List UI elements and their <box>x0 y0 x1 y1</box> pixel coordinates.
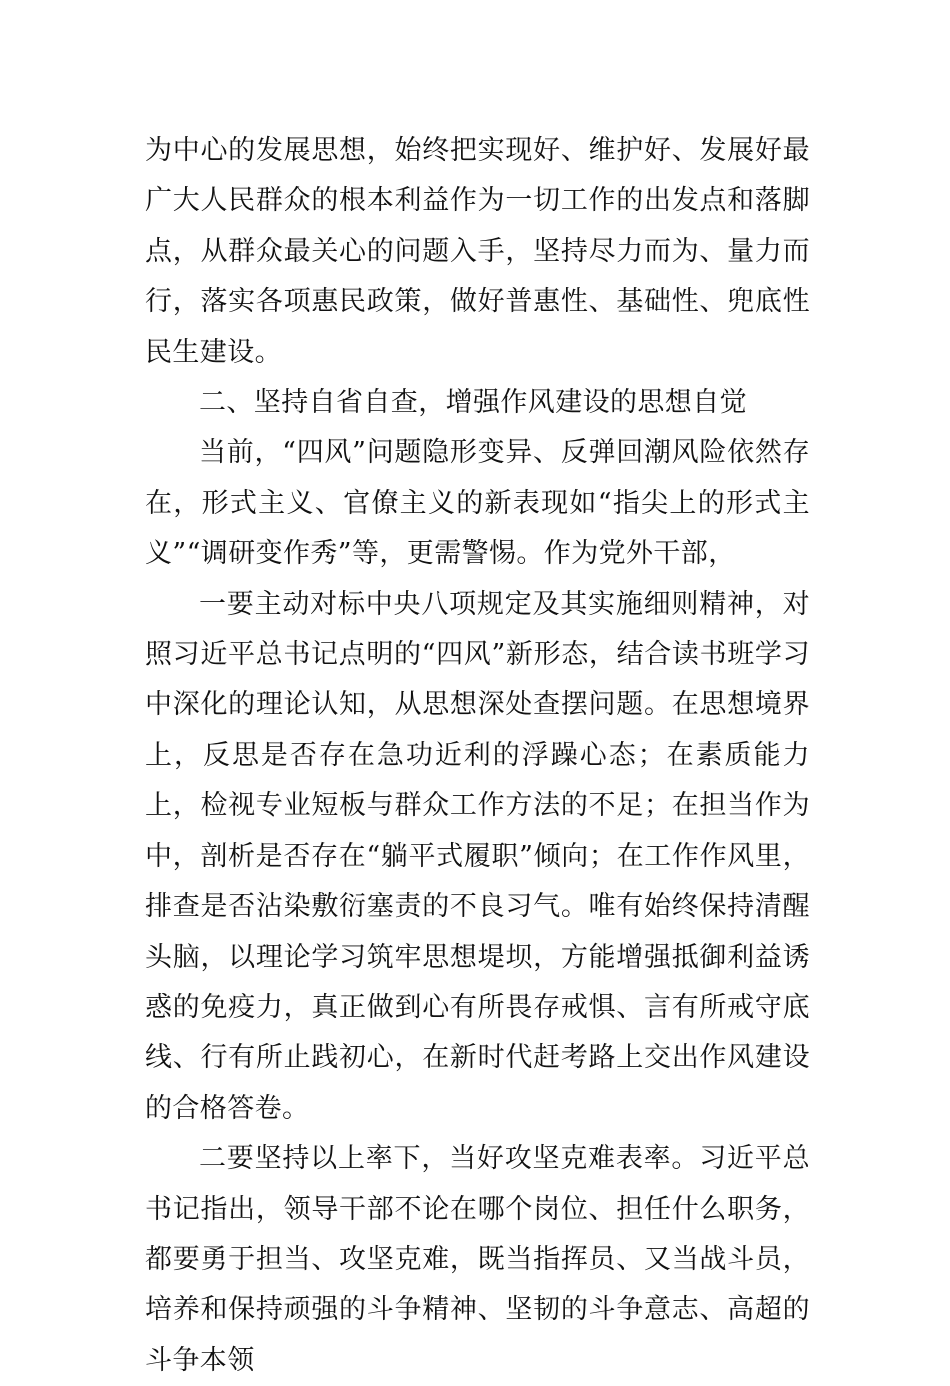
document-body <box>145 126 810 1386</box>
paragraph: 当前，“四风”问题隐形变异、反弹回潮风险依然存在，形式主义、官僚主义的新表现如“指尖上的形式主义”“调研变作秀”等，更需警惕。作为党外干部， <box>145 437 810 570</box>
paragraph: 一要主动对标中央八项规定及其实施细则精神，对照习近平总书记点明的“四风”新形态，结合读书班学习中深化的理论认知，从思想深处查摆问题。在思想境界上，反思是否存在急功近利的浮躁心态；在素质能力上，检视专业短板与群众工作方法的不足；在担当作为中，剖析是否存在“躺平式履职”倾向；在工作作风里，排查是否沾染敷衍塞责的不良习气。唯有始终保持清醒头脑，以理论学习筑牢思想堤坝，方能增强抵御利益诱惑的免疫力，真正做到心有所畏存戒惧、言有所戒守底线、行有所止践初心，在新时代赶考路上交出作风建设的合格答卷。 <box>145 588 810 1124</box>
paragraph: 二要坚持以上率下，当好攻坚克难表率。习近平总书记指出，领导干部不论在哪个岗位、担任什么职务，都要勇于担当、攻坚克难，既当指挥员、又当战斗员，培养和保持顽强的斗争精神、坚韧的斗争意志、高超的斗争本领 <box>145 1143 810 1376</box>
paragraph-continuation: 为中心的发展思想，始终把实现好、维护好、发展好最广大人民群众的根本利益作为一切工作的出发点和落脚点，从群众最关心的问题入手，坚持尽力而为、量力而行，落实各项惠民政策，做好普惠性、基础性、兜底性民生建设。 <box>145 135 810 368</box>
section-heading: 二、坚持自省自查，增强作风建设的思想自觉 <box>199 387 747 419</box>
